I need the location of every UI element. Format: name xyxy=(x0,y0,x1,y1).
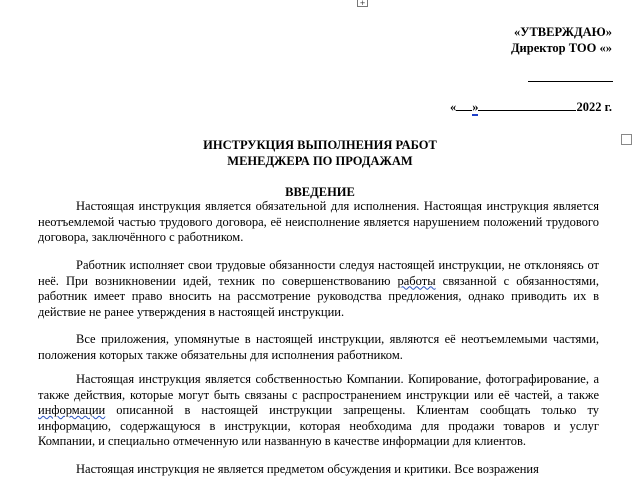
paragraph-3-text: Все приложения, упомянутые в настоящей инструкции, являются её неотъемлемыми частями, положения которых также обязательны для исполнения работником. xyxy=(38,332,599,362)
date-day-blank xyxy=(456,99,472,111)
paragraph-2 xyxy=(38,258,599,320)
paragraph-5 xyxy=(38,462,599,478)
document-title-line2: МЕНЕДЖЕРА ПО ПРОДАЖАМ xyxy=(227,154,413,168)
paragraph-4 xyxy=(38,372,599,450)
approve-label: «УТВЕРЖДАЮ» xyxy=(514,25,612,39)
paragraph-1-text: Настоящая инструкция является обязательной для исполнения. Настоящая инструкция является неотъемлемой частью трудового договора, её неисполнение является нарушением положений трудового договора, заключённого с работником. xyxy=(38,199,599,245)
paragraph-2-text xyxy=(38,258,599,320)
signature-line xyxy=(528,81,613,82)
date-close-quote: » xyxy=(472,100,479,114)
date-open-quote: « xyxy=(449,100,457,114)
paragraph-4-part-a: Настоящая инструкция является собственностью Компании. Копирование, фотографирование, а также действия, которые могут быть связаны с распространением инструкции или её частей, а также xyxy=(38,372,599,402)
director-label: Директор ТОО «» xyxy=(510,41,612,55)
paragraph-2-part-b: связанной с обязанностями, работник имеет право вносить на рассмотрение руководства предложения, однако приводить их в действие не ранее утверждения в настоящей инструкции. xyxy=(38,273,599,319)
paragraph-4-text xyxy=(38,372,599,450)
date-month-blank xyxy=(480,99,576,111)
table-move-handle-icon[interactable]: + xyxy=(357,0,368,7)
paragraph-3 xyxy=(38,332,599,363)
approval-block xyxy=(511,24,612,56)
paragraph-2-part-a: Работник исполняет свои трудовые обязанности следуя настоящей инструкции, не отклоняясь от неё. При возникновении идей, техник по совершенствованию xyxy=(38,258,599,288)
approval-date xyxy=(450,99,612,115)
spellcheck-word[interactable]: работы xyxy=(397,273,436,288)
paragraph-4-part-b: описанной в настоящей инструкции запрещены. Клиентам сообщать только ту информацию, содержащуюся в инструкции, которая необходима для продажи товаров и услуг Компании, и специально отмеченную или названную в качестве информации для клиентов. xyxy=(38,403,599,449)
date-year: 2022 г. xyxy=(576,100,612,114)
paragraph-5-text: Настоящая инструкция не является предметом обсуждения и критики. Все возражения xyxy=(76,462,539,476)
spellcheck-word[interactable]: информации xyxy=(38,403,106,418)
section-heading: ВВЕДЕНИЕ xyxy=(285,185,355,199)
document-title-line1: ИНСТРУКЦИЯ ВЫПОЛНЕНИЯ РАБОТ xyxy=(203,138,437,152)
paragraph-1 xyxy=(38,199,599,246)
